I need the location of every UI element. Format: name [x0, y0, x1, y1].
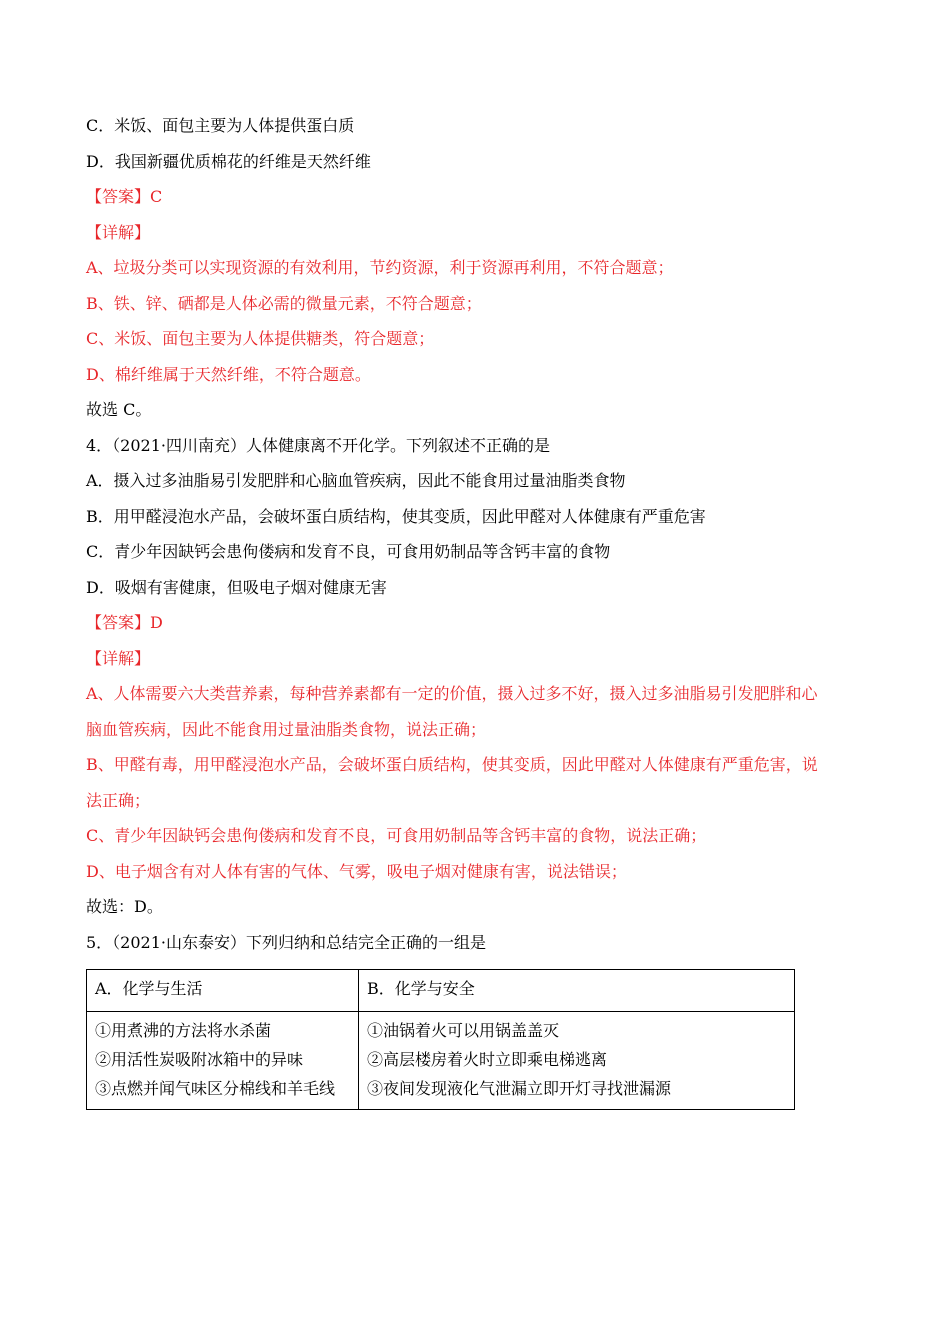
q5-col-a-item: ③点燃并闻气味区分棉线和羊毛线	[95, 1079, 336, 1098]
q4-stem: 4．（2021·四川南充）人体健康离不开化学。下列叙述不正确的是	[86, 435, 550, 455]
q4-option-c: C．青少年因缺钙会患佝偻病和发育不良，可食用奶制品等含钙丰富的食物	[86, 542, 611, 561]
q4-detail-b-line1: B、甲醛有毒，用甲醛浸泡水产品，会破坏蛋白质结构，使其变质，因此甲醛对人体健康有严重危害，说	[86, 755, 818, 774]
q5-col-a-item: ①用煮沸的方法将水杀菌	[95, 1021, 272, 1040]
q5-col-b-body	[359, 1012, 795, 1110]
q3-detail-tag: 【详解】	[86, 222, 151, 242]
q4-answer-tag: 【答案】	[86, 613, 151, 632]
q3-detail-b: B、铁、锌、硒都是人体必需的微量元素，不符合题意；	[86, 293, 482, 313]
q3-detail-c: C、米饭、面包主要为人体提供糖类，符合题意；	[86, 329, 435, 348]
q3-option-c: C．米饭、面包主要为人体提供蛋白质	[86, 116, 355, 135]
q3-answer-tag: 【答案】	[86, 187, 151, 206]
q3-answer	[86, 179, 866, 215]
q5-options-table	[86, 969, 795, 1110]
document-body	[86, 108, 866, 960]
q3-answer-value: C	[150, 187, 163, 206]
q4-option-d: D．吸烟有害健康，但吸电子烟对健康无害	[86, 577, 387, 597]
q4-detail-tag: 【详解】	[86, 648, 151, 668]
q4-detail-d: D、电子烟含有对人体有害的气体、气雾，吸电子烟对健康有害，说法错误；	[86, 861, 627, 881]
q5-col-b-item: ②高层楼房着火时立即乘电梯逃离	[367, 1050, 608, 1069]
q4-detail-a-line2: 脑血管疾病，因此不能食用过量油脂类食物，说法正确；	[86, 719, 487, 739]
q5-col-a-header: A．化学与生活	[87, 970, 359, 1012]
q3-detail-a: A、垃圾分类可以实现资源的有效利用，节约资源，利于资源再利用，不符合题意；	[86, 258, 674, 277]
q4-option-b: B．用甲醛浸泡水产品，会破坏蛋白质结构，使其变质，因此甲醛对人体健康有严重危害	[86, 506, 706, 526]
q5-col-b-item: ①油锅着火可以用锅盖盖灭	[367, 1021, 560, 1040]
q5-col-b-header: B．化学与安全	[359, 970, 795, 1012]
q3-conclusion: 故选 C。	[86, 400, 152, 419]
q4-detail-a-line1: A、人体需要六大类营养素，每种营养素都有一定的价值，摄入过多不好，摄入过多油脂易引发肥胖和心	[86, 684, 818, 703]
q5-col-a-body	[87, 1012, 359, 1110]
q4-answer-value: D	[150, 613, 163, 632]
q5-col-a-item: ②用活性炭吸附冰箱中的异味	[95, 1050, 304, 1069]
q3-option-d: D．我国新疆优质棉花的纤维是天然纤维	[86, 151, 371, 171]
q5-stem: 5．（2021·山东泰安）下列归纳和总结完全正确的一组是	[86, 932, 486, 952]
q4-detail-b-line2: 法正确；	[86, 790, 151, 810]
q3-detail-d: D、棉纤维属于天然纤维，不符合题意。	[86, 364, 371, 384]
q4-answer	[86, 605, 866, 641]
q4-option-a: A．摄入过多油脂易引发肥胖和心脑血管疾病，因此不能食用过量油脂类食物	[86, 471, 626, 490]
q4-detail-c: C、青少年因缺钙会患佝偻病和发育不良，可食用奶制品等含钙丰富的食物，说法正确；	[86, 826, 707, 845]
q5-col-b-item: ③夜间发现液化气泄漏立即开灯寻找泄漏源	[367, 1079, 672, 1098]
q4-conclusion: 故选：D。	[86, 897, 163, 916]
